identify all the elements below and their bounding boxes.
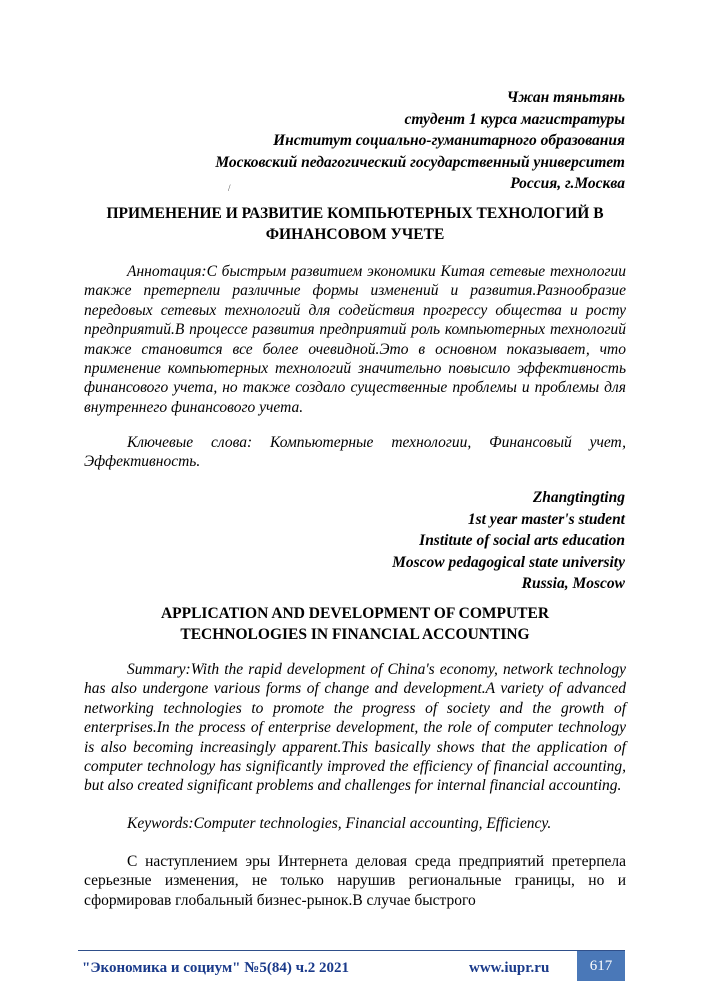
keywords-ru: Ключевые слова: Компьютерные технологии, Финансовый учет, Эффективность. bbox=[84, 434, 626, 471]
title-line-1: APPLICATION AND DEVELOPMENT OF COMPUTER bbox=[160, 605, 550, 622]
footer-journal-name: "Экономика и социум" №5(84) ч.2 2021 bbox=[82, 960, 350, 976]
title-line-1: ПРИМЕНЕНИЕ И РАЗВИТИЕ КОМПЬЮТЕРНЫХ ТЕХНОЛОГИЙ В bbox=[106, 205, 604, 222]
paper-title-en bbox=[84, 603, 626, 645]
author-name: Чжан тяньтянь bbox=[506, 89, 625, 106]
author-location: Россия, г.Москва bbox=[510, 175, 625, 192]
body-paragraph: С наступлением эры Интернета деловая среда предприятий претерпела серьезные изменения, не только нарушив региональные границы, но и сформировав глобальный бизнес-рынок.В случае быстрого bbox=[84, 853, 626, 909]
author-position: студент 1 курса магистратуры bbox=[404, 110, 625, 128]
keywords-en: Keywords:Computer technologies, Financial accounting, Efficiency. bbox=[127, 815, 552, 832]
stray-mark: / bbox=[228, 183, 231, 193]
footer-website-link[interactable]: www.iupr.ru bbox=[469, 960, 550, 976]
author-block-en bbox=[392, 487, 625, 595]
abstract-ru: Аннотация:С быстрым развитием экономики Китая сетевые технологии также претерпели различные формы изменений и развития.Разнообразие передовых сетевых технологий для содействия прогрессу общества и росту предприятий.В процессе развития предприятий роль компьютерных технологий также становится все более очевидной.Это в основном показывает, что применение компьютерных технологий значительно повысило эффективность финансового учета, но также создало существенные проблемы и проблемы для внутреннего финансового учета. bbox=[84, 263, 626, 416]
author-university: Московский педагогический государственный университет bbox=[215, 153, 625, 171]
page-number: 617 bbox=[589, 957, 613, 974]
author-block-ru bbox=[215, 87, 625, 195]
author-institute: Институт социально-гуманитарного образования bbox=[273, 132, 625, 149]
author-institute: Institute of social arts education bbox=[419, 532, 625, 549]
footer-divider bbox=[78, 950, 625, 951]
author-university: Moscow pedagogical state university bbox=[392, 553, 625, 571]
title-line-2: TECHNOLOGIES IN FINANCIAL ACCOUNTING bbox=[180, 626, 530, 643]
paper-title-ru bbox=[84, 203, 626, 245]
page-number-badge bbox=[577, 951, 625, 981]
author-name: Zhangtingting bbox=[532, 489, 625, 506]
title-line-2: ФИНАНСОВОМ УЧЕТЕ bbox=[265, 226, 445, 243]
abstract-en: Summary:With the rapid development of China's economy, network technology has also undergone various forms of change and development.A variety of advanced networking technologies to promote the progress of society and the growth of enterprises.In the process of enterprise development, the role of computer technology is also becoming increasingly apparent.This basically shows that the application of computer technology has significantly improved the efficiency of financial accounting, but also created significant problems and challenges for internal financial accounting. bbox=[84, 661, 626, 795]
author-position: 1st year master's student bbox=[467, 510, 625, 528]
author-location: Russia, Moscow bbox=[521, 575, 625, 592]
